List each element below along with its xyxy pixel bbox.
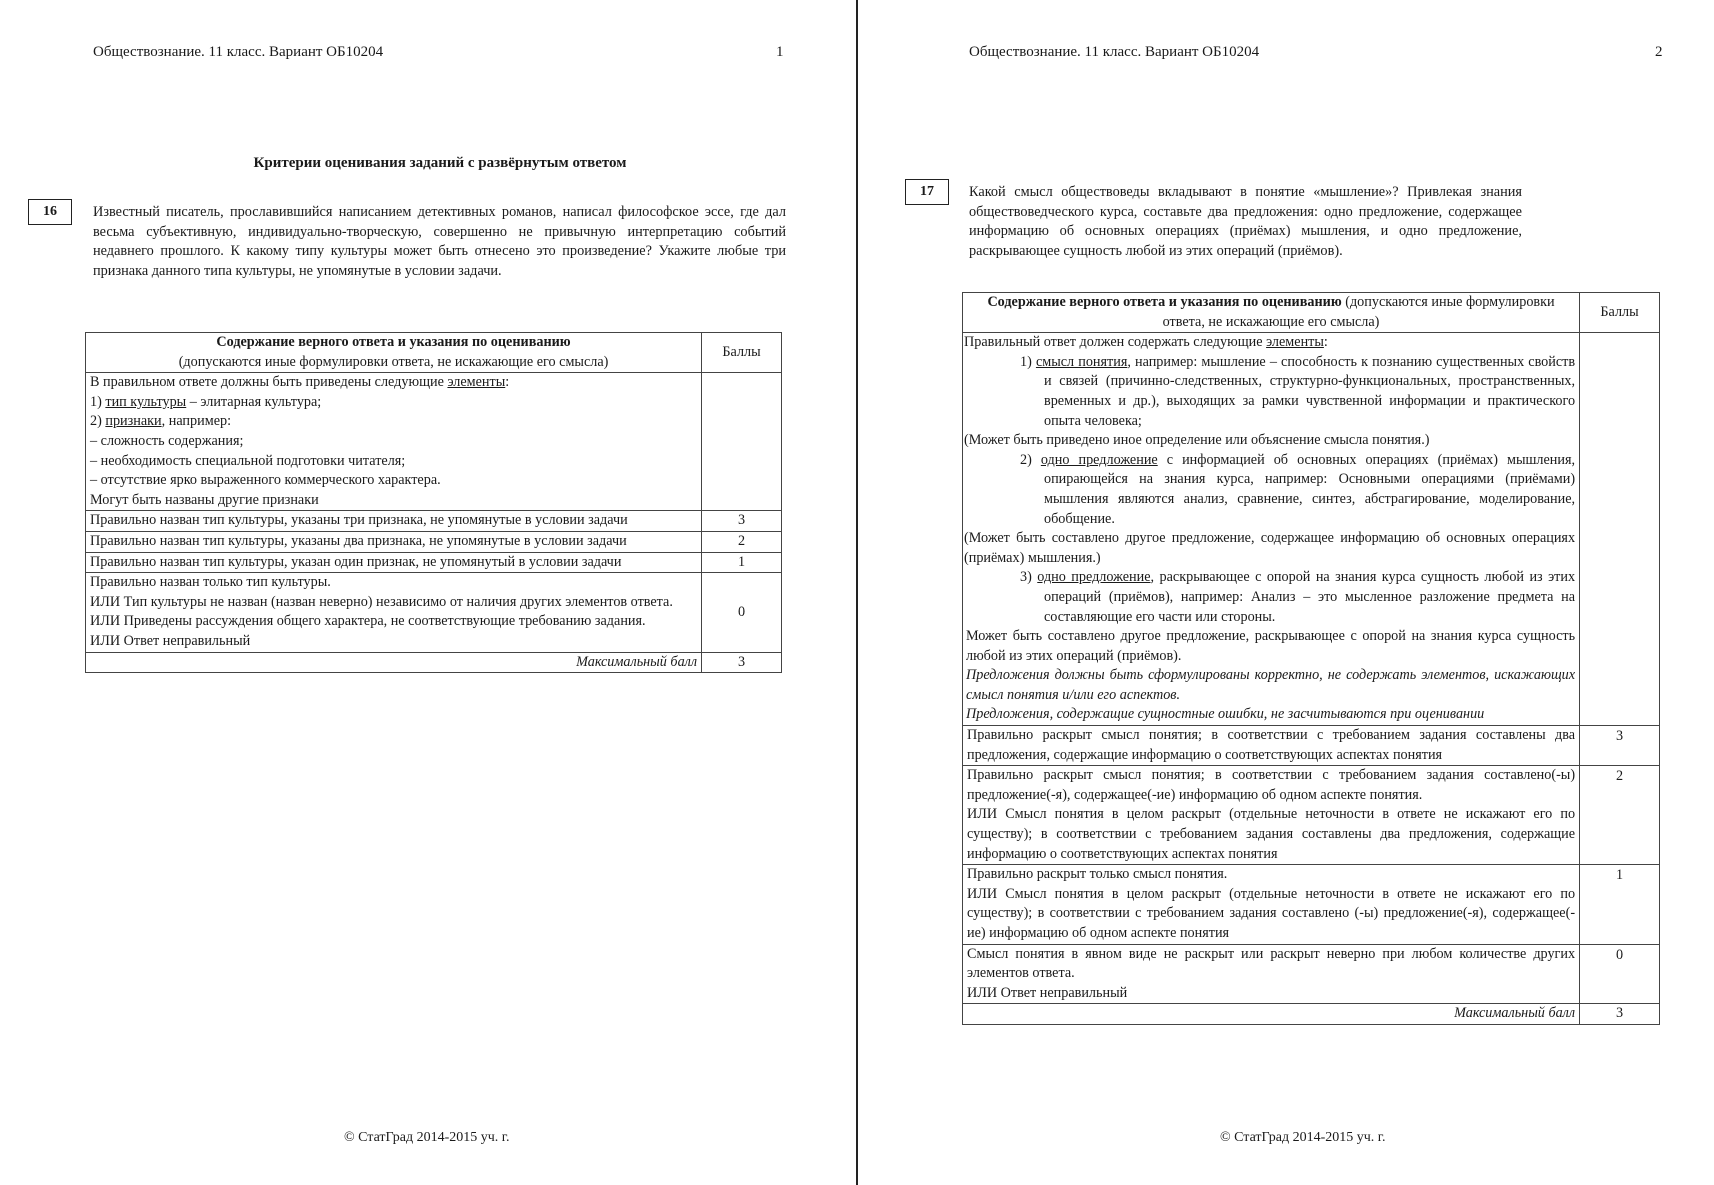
- content-header: Содержание верного ответа и указания по оцениванию (допускаются иные формулировки ответа, не искажающие его смысла): [86, 333, 702, 373]
- score-header: Баллы: [1580, 293, 1660, 333]
- score-cell: 3: [1580, 726, 1660, 766]
- answer-content-row: [86, 373, 782, 511]
- table-row: Правильно назван тип культуры, указаны два признака, не упомянутые в условии задачи 2: [86, 531, 782, 552]
- score-header: Баллы: [702, 333, 782, 373]
- score-cell: 3: [702, 511, 782, 532]
- question-text: Известный писатель, прославившийся написанием детективных романов, написал философское эссе, где дал весьма субъективную, индивидуально-творческую, совершенно не привычную интерпретацию событий недавнего прошлого. К какому типу культуры может быть отнесено это произведение? Укажите любые три признака данного типа культуры, не упомянутые в условии задачи.: [93, 204, 786, 280]
- table-header-row: [963, 293, 1660, 333]
- answer-content: Правильный ответ должен содержать следующие элементы: 1) смысл понятия, например: мышление – способность к познанию существенных свойств и связей (причинно-следственных, структурно-функциональных, пространственных, временных и др.), выходящих за рамки чувственной информации и практического опыта человека; (Может быть приведено иное определение или объяснение смысла понятия.) 2) одно предложение с информацией об основных операциях (приёмах) мышления, опирающейся на знания курса, например: Основными операциями (приёмами) мышления являются анализ, сравнение, синтез, абстрагирование, моделирование, обобщение. (Может быть составлено другое предложение, содержащее информацию об основных операциях (приёмах) мышления.) 3) одно предложение, раскрывающее с опорой на знания курса сущность любой из этих операций (приёмов), например: Анализ – это мысленное разложение предмета на составляющие его части или стороны. Может быть составлено другое предложение, раскрывающее с опорой на знания курса сущность любой из этих операций (приёмов). Предложения должны быть сформулированы корректно, не содержать элементов, искажающих смысл понятия и/или его аспектов. Предложения, содержащие сущностные ошибки, не засчитываются при оценивании: [963, 333, 1580, 726]
- score-cell: 2: [702, 531, 782, 552]
- page-footer: © СтатГрад 2014-2015 уч. г.: [344, 1130, 510, 1145]
- score-cell: 1: [702, 552, 782, 573]
- table-row: Правильно назван тип культуры, указан один признак, не упомянутый в условии задачи 1: [86, 552, 782, 573]
- table-row: Правильно назван тип культуры, указаны три признака, не упомянутые в условии задачи 3: [86, 511, 782, 532]
- table-row: Правильно раскрыт смысл понятия; в соответствии с требованием задания составлены два предложения, содержащие информацию о соответствующих аспектах понятия 3: [963, 726, 1660, 766]
- max-score-value: 3: [1580, 1004, 1660, 1025]
- table-row: Правильно раскрыт только смысл понятия. ИЛИ Смысл понятия в целом раскрыт (отдельные неточности в ответе не искажают его по существу); в соответствии с требованием задания составлено (-ы) предложение(-я), содержащее(-ие) информацию об одном аспекте понятия 1: [963, 865, 1660, 944]
- page-divider: [856, 0, 858, 1185]
- score-cell: 1: [1580, 865, 1660, 944]
- criteria-table: [962, 292, 1660, 1025]
- page-header: Обществознание. 11 класс. Вариант ОБ10204: [969, 44, 1260, 60]
- table-header-row: [86, 333, 782, 373]
- page-number: 1: [776, 44, 784, 60]
- table-row: Правильно назван только тип культуры. ИЛИ Тип культуры не назван (назван неверно) независимо от наличия других элементов ответа. ИЛИ Приведены рассуждения общего характера, не соответствующие требованию задания. ИЛИ Ответ неправильный 0: [86, 573, 782, 652]
- max-score-label: Максимальный балл: [86, 652, 702, 673]
- max-score-value: 3: [702, 652, 782, 673]
- question-number-box: 17: [905, 179, 949, 205]
- answer-content-row: [963, 333, 1660, 726]
- page-footer: © СтатГрад 2014-2015 уч. г.: [1220, 1130, 1386, 1145]
- question-text: Какой смысл обществоведы вкладывают в понятие «мышление»? Привлекая знания обществоведческого курса, составьте два предложения: одно предложение, содержащее информацию об основных операциях (приёмах) мышления, и одно предложение, раскрывающее сущность любой из этих операций (приёмов).: [969, 184, 1522, 260]
- page-header: Обществознание. 11 класс. Вариант ОБ10204: [93, 44, 384, 60]
- question-number-box: 16: [28, 199, 72, 225]
- max-score-label: Максимальный балл: [963, 1004, 1580, 1025]
- page-2: [859, 0, 1714, 1185]
- table-row: Правильно раскрыт смысл понятия; в соответствии с требованием задания составлено(-ы) предложение(-я), содержащее(-ие) информацию об одном аспекте понятия. ИЛИ Смысл понятия в целом раскрыт (отдельные неточности в ответе не искажают его по существу); в соответствии с требованием задания составлены два предложения, содержащие информацию о соответствующих аспектах понятия 2: [963, 766, 1660, 865]
- score-cell: 0: [1580, 944, 1660, 1004]
- criteria-title: Критерии оценивания заданий с развёрнутым ответом: [253, 155, 627, 171]
- max-score-row: [86, 652, 782, 673]
- score-cell: 0: [702, 573, 782, 652]
- content-header: Содержание верного ответа и указания по оцениванию (допускаются иные формулировки ответа, не искажающие его смысла): [963, 293, 1580, 333]
- max-score-row: [963, 1004, 1660, 1025]
- criteria-table: [85, 332, 782, 673]
- table-row: Смысл понятия в явном виде не раскрыт или раскрыт неверно при любом количестве других элементов ответа. ИЛИ Ответ неправильный 0: [963, 944, 1660, 1004]
- answer-content: В правильном ответе должны быть приведены следующие элементы: 1) тип культуры – элитарная культура; 2) признаки, например: – сложность содержания; – необходимость специальной подготовки читателя; – отсутствие ярко выраженного коммерческого характера. Могут быть названы другие признаки: [86, 373, 702, 511]
- score-cell: 2: [1580, 766, 1660, 865]
- page-number: 2: [1655, 44, 1663, 60]
